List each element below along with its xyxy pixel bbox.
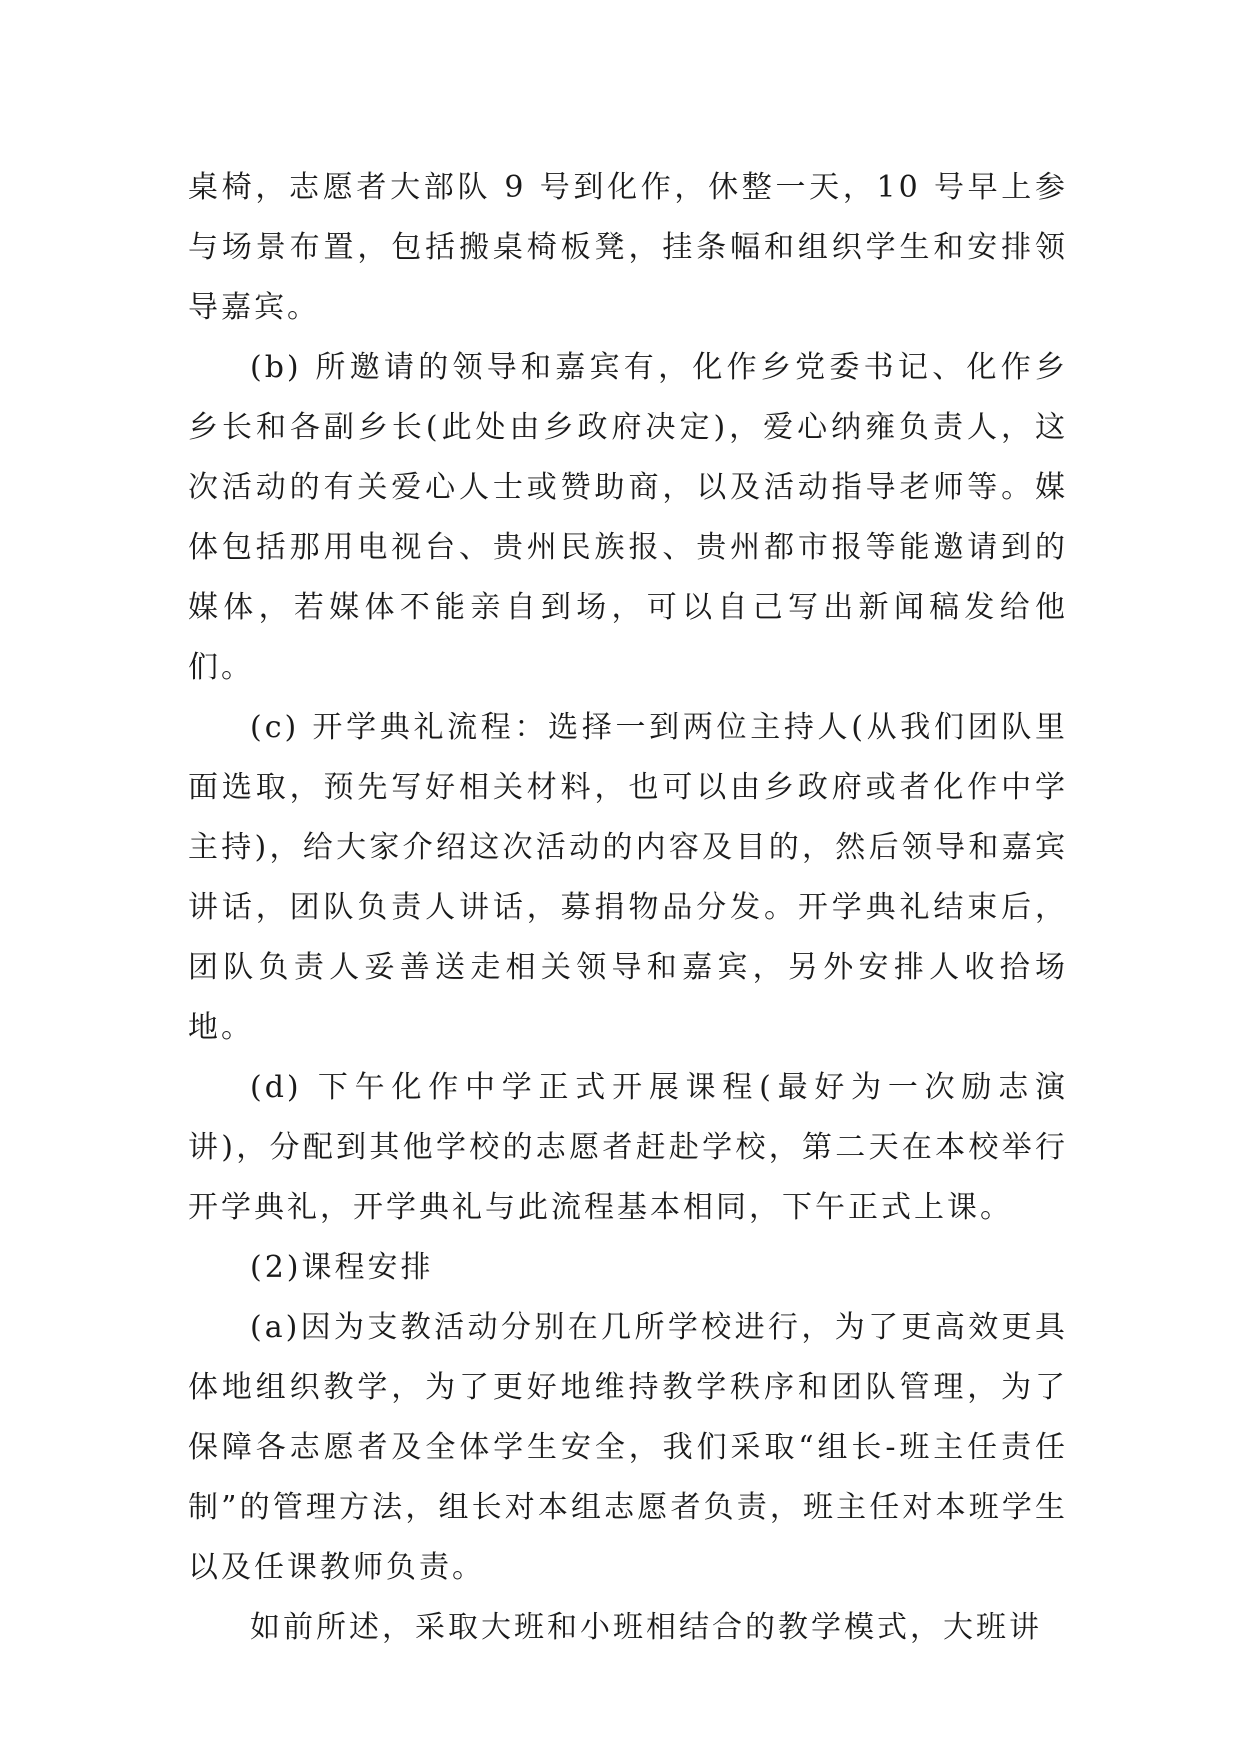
paragraph-invited-guests: (b) 所邀请的领导和嘉宾有，化作乡党委书记、化作乡乡长和各副乡长(此处由乡政府决定)，爱心纳雍负责人，这次活动的有关爱心人士或赞助商，以及活动指导老师等。媒体包括那用电视台、贵州民族报、贵州都市报等能邀请到的媒体，若媒体不能亲自到场，可以自己写出新闻稿发给他们。 <box>188 350 1068 685</box>
body-text <box>188 158 1068 1658</box>
paragraph-ceremony-process: (c) 开学典礼流程：选择一到两位主持人(从我们团队里面选取，预先写好相关材料，也可以由乡政府或者化作中学主持)，给大家介绍这次活动的内容及目的，然后领导和嘉宾讲话，团队负责人讲话，募捐物品分发。开学典礼结束后，团队负责人妥善送走相关领导和嘉宾，另外安排人收拾场地。 <box>188 710 1068 1045</box>
paragraph-management-method: (a)因为支教活动分别在几所学校进行，为了更高效更具体地组织教学，为了更好地维持教学秩序和团队管理，为了保障各志愿者及全体学生安全，我们采取“组长-班主任责任制”的管理方法，组长对本组志愿者负责，班主任对本班学生以及任课教师负责。 <box>188 1310 1068 1585</box>
paragraph-afternoon-course: (d) 下午化作中学正式开展课程(最好为一次励志演讲)，分配到其他学校的志愿者赶赴学校，第二天在本校举行开学典礼，开学典礼与此流程基本相同，下午正式上课。 <box>188 1070 1068 1225</box>
section-heading-course-arrangement: (2)课程安排 <box>250 1250 434 1285</box>
paragraph-setup: 桌椅，志愿者大部队 9 号到化作，休整一天，10 号早上参与场景布置，包括搬桌椅板凳，挂条幅和组织学生和安排领导嘉宾。 <box>188 170 1068 325</box>
paragraph-teaching-mode: 如前所述，采取大班和小班相结合的教学模式，大班讲 <box>250 1610 1042 1645</box>
